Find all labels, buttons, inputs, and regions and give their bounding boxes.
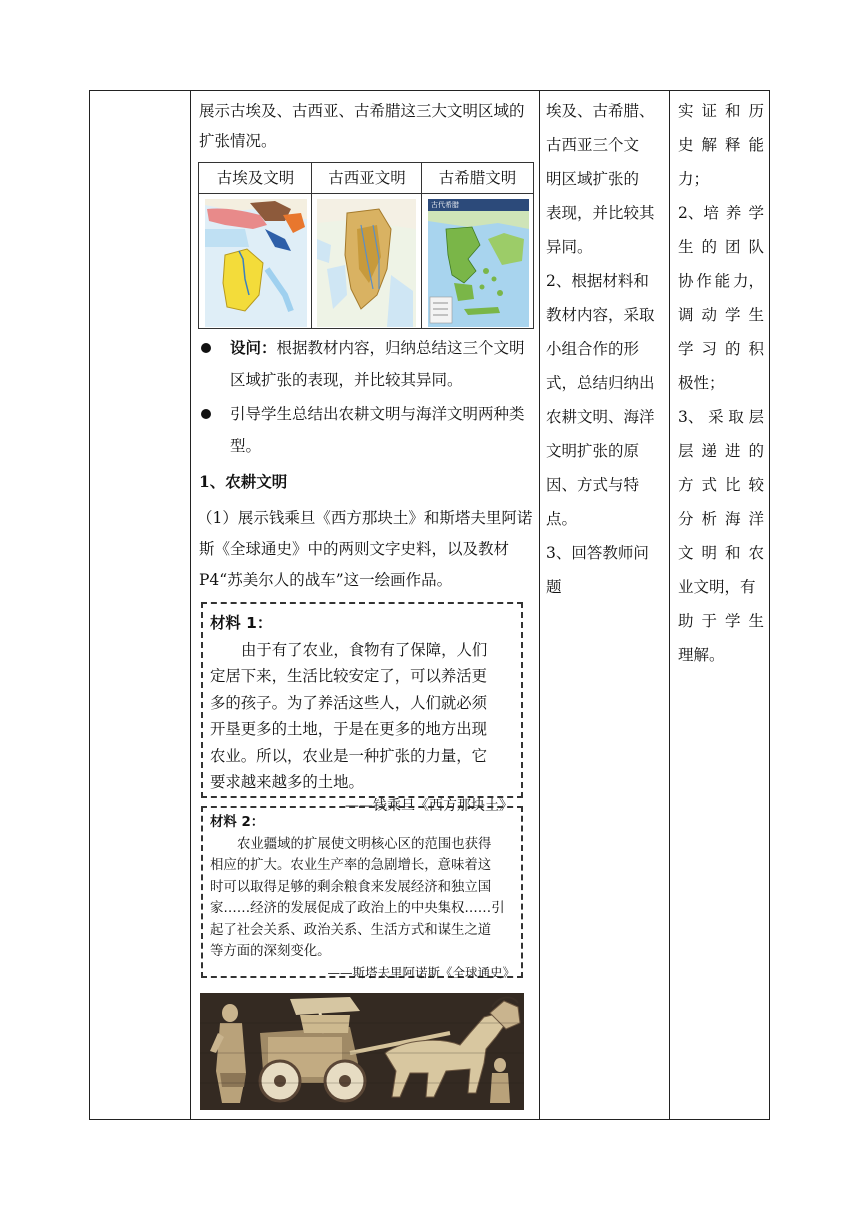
intent-line (678, 502, 764, 536)
intent-text: 团 (724, 238, 741, 256)
material-2-line: 起了社会关系、政治关系、生活方式和谋生之道 (210, 922, 492, 938)
material-2-line: 时可以取得足够的剩余粮食来发展经济和独立国 (210, 879, 492, 895)
bullet-guide: 引导学生总结出农耕文明与海洋文明两种类型。 (230, 405, 525, 455)
intent-text: 积 (748, 340, 764, 358)
intent-line (678, 128, 764, 162)
greece-map (428, 199, 529, 327)
intent-text: 比 (724, 476, 741, 494)
design-intent (678, 94, 764, 672)
activity-line: 埃及、古希腊、 (546, 102, 655, 120)
activity-line: 3、回答教师问 (546, 544, 649, 562)
intent-text: 能 (748, 136, 764, 154)
intent-line (678, 162, 764, 196)
material-1-line: 要求越来越多的土地。 (210, 773, 364, 791)
intent-text: 的 (724, 340, 741, 358)
intent-text: 海 (724, 510, 741, 528)
material-2-title: 材料 2： (210, 815, 265, 830)
bullet-question-lead: 设问： (230, 338, 277, 357)
bullet-dot (201, 409, 211, 419)
activity-line: 古西亚三个文 (546, 136, 640, 154)
material-1-line: 农业。所以，农业是一种扩张的力量，它 (210, 746, 488, 765)
material-2-box (201, 806, 523, 978)
map-table-divider (421, 163, 422, 328)
intent-text: 实 (678, 102, 694, 120)
intent-text: 分 (678, 510, 694, 528)
intent-text: 释 (724, 136, 741, 154)
activity-line: 文明扩张的原 (546, 442, 640, 460)
material-1-box (201, 602, 523, 814)
intent-text: 学 (724, 306, 741, 324)
intent-text: 力； (678, 170, 710, 188)
westasia-map (317, 199, 416, 327)
activity-line: 小组合作的形 (546, 340, 640, 358)
map-header-egypt: 古埃及文明 (216, 169, 295, 187)
material-2-line: 农业疆域的扩展使文明核心区的范围也获得 (237, 836, 492, 852)
intent-line (678, 468, 764, 502)
intent-text: 证 (701, 102, 717, 120)
intent-text: 于 (701, 612, 717, 630)
intent-text: 助 (678, 612, 694, 630)
intent-text: 极性； (678, 374, 725, 392)
material-1-line: 开垦更多的土地，于是在更多的地方出现 (210, 720, 488, 738)
intent-text: 动 (701, 306, 717, 324)
column-divider (539, 91, 540, 1119)
material-1-line: 由于有了农业，食物有了保障，人们 (241, 640, 488, 659)
intent-text: 和 (724, 544, 741, 562)
material-2-line: 相应的扩大。农业生产率的急剧增长，意味着这 (210, 858, 492, 873)
intent-text: 层 (678, 442, 694, 460)
intent-text: 析 (701, 510, 717, 528)
intent-text: 式 (701, 476, 717, 494)
sumerian-chariot-image (200, 993, 524, 1110)
intent-line (678, 332, 764, 366)
intent-line (678, 638, 764, 672)
intent-text: 采 (708, 408, 724, 426)
intent-text: 3、 (678, 408, 704, 426)
material-2-line: 等方面的深刻变化。 (210, 944, 331, 959)
intent-line (678, 570, 764, 604)
intent-text: 明 (701, 544, 717, 562)
intent-line (678, 264, 764, 298)
activity-line: 表现，并比较其 (546, 204, 655, 222)
intent-text: 作 (696, 272, 712, 290)
activity-line: 式，总结归纳出 (546, 374, 655, 392)
greece-map-label: 古代希腊 (431, 201, 459, 209)
intent-text: 协 (678, 272, 694, 290)
intent-line (678, 196, 764, 230)
intent-text: 洋 (748, 510, 764, 528)
activity-line: 点。 (546, 510, 578, 528)
intent-line (678, 298, 764, 332)
intent-line (678, 604, 764, 638)
activity-line: 题 (546, 578, 562, 596)
material-2-source: ——斯塔夫里阿诺斯《全球通史》 (327, 964, 515, 980)
intent-text: 生 (748, 306, 764, 324)
intro-text: 展示古埃及、古西亚、古希腊这三大文明区域的扩张情况。 (199, 102, 525, 150)
intent-line (678, 400, 764, 434)
intent-text: 能 (714, 272, 731, 290)
bullet-dot (201, 343, 211, 353)
activity-line: 明区域扩张的 (546, 170, 640, 188)
intent-text: 的 (701, 238, 717, 256)
intent-text: 学 (678, 340, 694, 358)
intent-line (678, 94, 764, 128)
bullet-question-text: 根据教材内容，归纳总结这三个文明区域扩张的表现，并比较其异同。 (230, 339, 525, 389)
intent-text: 文 (678, 544, 694, 562)
intent-text: 业文明，有 (678, 578, 756, 596)
intent-text: 2、培 (678, 204, 719, 222)
intent-text: 解 (701, 136, 717, 154)
intent-text: 层 (748, 408, 764, 426)
intent-text: 取 (728, 408, 744, 426)
intent-text: 调 (678, 306, 694, 324)
intent-line (678, 230, 764, 264)
intent-text: 习 (701, 340, 717, 358)
material-1-source: ——钱乘旦《西方那块土》 (345, 797, 513, 814)
intent-line (678, 434, 764, 468)
intent-text: 养 (725, 204, 742, 222)
intent-line (678, 366, 764, 400)
material-1-line: 多的孩子。为了养活这些人，人们就必须 (210, 693, 488, 712)
activity-line: 农耕文明、海洋 (546, 408, 655, 426)
intent-text: 理解。 (678, 646, 725, 664)
intent-text: 进 (724, 442, 741, 460)
activity-line: 异同。 (546, 238, 593, 256)
source-description: （1）展示钱乘旦《西方那块土》和斯塔夫里阿诺斯《全球通史》中的两则文字史料，以及教材P4“苏美尔人的战车”这一绘画作品。 (197, 509, 533, 589)
intent-line (678, 536, 764, 570)
map-header-greece: 古希腊文明 (438, 169, 517, 187)
bullet-question (230, 332, 535, 396)
activity-line: 因、方式与特 (546, 476, 640, 494)
column-divider (669, 91, 670, 1119)
activity-line: 2、根据材料和 (546, 272, 649, 290)
intent-text: 史 (678, 136, 694, 154)
intent-text: 的 (748, 442, 764, 460)
student-activities (546, 94, 664, 604)
intent-text: 生 (748, 612, 764, 630)
section-heading: 1、农耕文明 (199, 472, 288, 491)
intent-text: 较 (748, 476, 764, 494)
intent-text: 队 (748, 238, 764, 256)
intent-text: 学 (724, 612, 741, 630)
column-divider (190, 91, 191, 1119)
map-header-westasia: 古西亚文明 (328, 169, 406, 187)
intent-text: 农 (748, 544, 764, 562)
intent-text: 和 (724, 102, 741, 120)
egypt-map (205, 199, 307, 327)
intent-text: 学 (748, 204, 764, 222)
map-table-rule (199, 193, 533, 194)
map-table-divider (311, 163, 312, 328)
intent-text: 递 (701, 442, 717, 460)
material-2-line: 家……经济的发展促成了政治上的中央集权……引 (210, 901, 505, 916)
material-1-line: 定居下来，生活比较安定了，可以养活更 (210, 667, 488, 685)
intent-text: 生 (678, 238, 694, 256)
intent-text: 历 (748, 102, 764, 120)
map-table (198, 162, 534, 329)
activity-line: 教材内容，采取 (546, 306, 655, 324)
intent-text: 力， (732, 272, 764, 290)
material-1-title: 材料 1： (210, 614, 273, 632)
intent-text: 方 (678, 476, 694, 494)
